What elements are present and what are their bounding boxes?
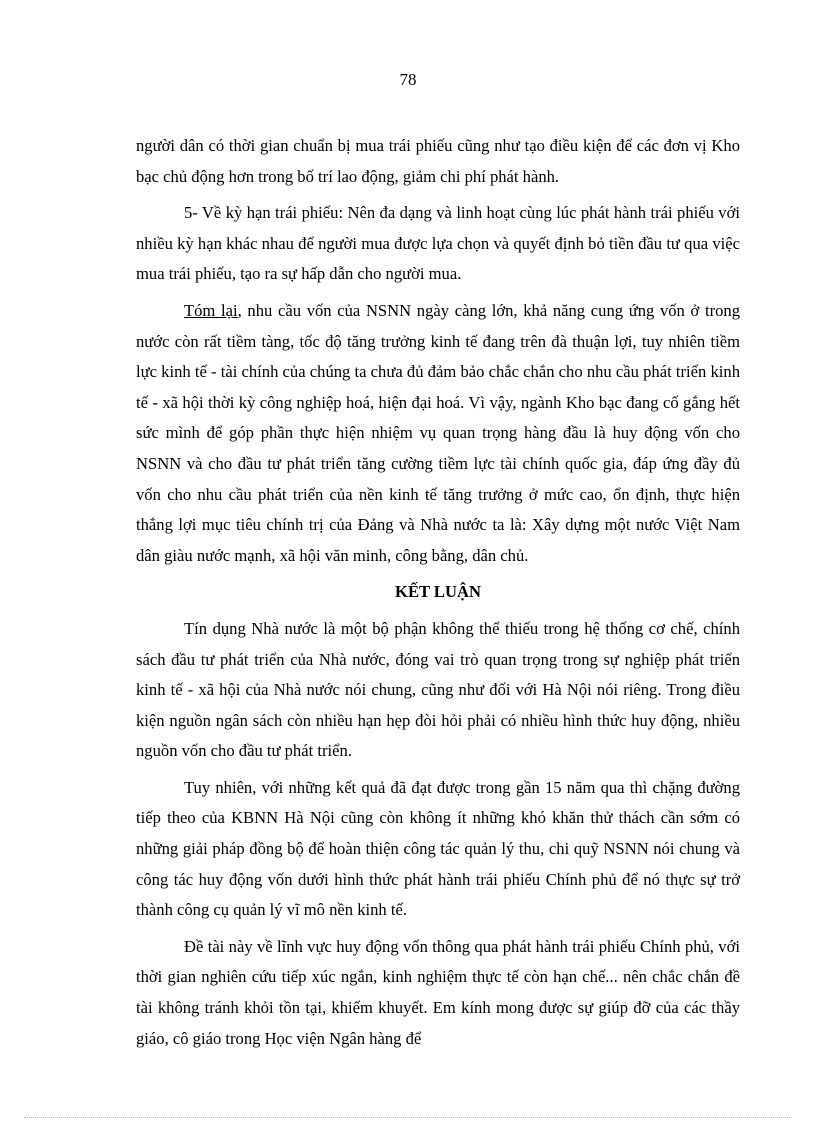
conclusion-heading: KẾT LUẬN xyxy=(395,582,481,602)
summary-lead: Tóm lại xyxy=(184,300,238,320)
document-body xyxy=(136,131,740,1060)
summary-text: , nhu cầu vốn của NSNN ngày càng lớn, khả năng cung ứng vốn ở trong nước còn rất tiềm tàng, tốc độ tăng trưởng kinh tế đang trên đà thuận lợi, tuy nhiên tiềm lực kinh tế - tài chính của chúng ta chưa đủ đảm bảo chắc chắn cho nhu cầu phát triển kinh tế - xã hội thời kỳ công nghiệp hoá, hiện đại hoá. Vì vậy, ngành Kho bạc đang cố gắng hết sức mình để góp phần thực hiện nhiệm vụ quan trọng hàng đầu là huy động vốn cho NSNN và cho đầu tư phát triển tăng cường tiềm lực tài chính quốc gia, đáp ứng đầy đủ vốn cho nhu cầu phát triển của nền kinh tế tăng trưởng ở mức cao, ổn định, thực hiện thắng lợi mục tiêu chính trị của Đảng và Nhà nước ta là: Xây dựng một nước Việt Nam dân giàu nước mạnh, xã hội văn minh, công bằng, dân chủ. xyxy=(136,300,740,565)
paragraph-bond-terms: 5- Về kỳ hạn trái phiếu: Nên đa dạng và linh hoạt cùng lúc phát hành trái phiếu với nhiều kỳ hạn khác nhau để người mua được lựa chọn và quyết định bỏ tiền đầu tư qua việc mua trái phiếu, tạo ra sự hấp dẫn cho người mua. xyxy=(136,203,740,284)
page-bottom-rule xyxy=(24,1117,792,1118)
conclusion-paragraph: Tuy nhiên, với những kết quả đã đạt được trong gần 15 năm qua thì chặng đường tiếp theo của KBNN Hà Nội cũng còn không ít những khó khăn thử thách cần sớm có những giải pháp đồng bộ để hoàn thiện công tác quản lý thu, chi quỹ NSNN nói chung và công tác huy động vốn dưới hình thức phát hành trái phiếu Chính phủ để nó thực sự trở thành công cụ quản lý vĩ mô nền kinh tế. xyxy=(136,777,740,920)
paragraph-summary xyxy=(136,296,740,571)
conclusion-paragraph: Tín dụng Nhà nước là một bộ phận không thể thiếu trong hệ thống cơ chế, chính sách đầu tư phát triển của Nhà nước, đóng vai trò quan trọng trong sự nghiệp phát triển kinh tế - xã hội của Nhà nước nói chung, cũng như đối với Hà Nội nói riêng. Trong điều kiện nguồn ngân sách còn nhiều hạn hẹp đòi hỏi phải có nhiều hình thức huy động, nhiều nguồn vốn cho đầu tư phát triển. xyxy=(136,618,740,761)
conclusion-paragraph: Đề tài này về lĩnh vực huy động vốn thông qua phát hành trái phiếu Chính phủ, với thời gian nghiên cứu tiếp xúc ngắn, kinh nghiệm thực tế còn hạn chế... nên chắc chắn đề tài không tránh khỏi tồn tại, khiếm khuyết. Em kính mong được sự giúp đỡ của các thầy giáo, cô giáo trong Học viện Ngân hàng để xyxy=(136,936,740,1048)
paragraph-continuation: người dân có thời gian chuẩn bị mua trái phiếu cũng như tạo điều kiện để các đơn vị Kho bạc chủ động hơn trong bố trí lao động, giảm chi phí phát hành. xyxy=(136,136,740,186)
page-number: 78 xyxy=(399,70,417,89)
